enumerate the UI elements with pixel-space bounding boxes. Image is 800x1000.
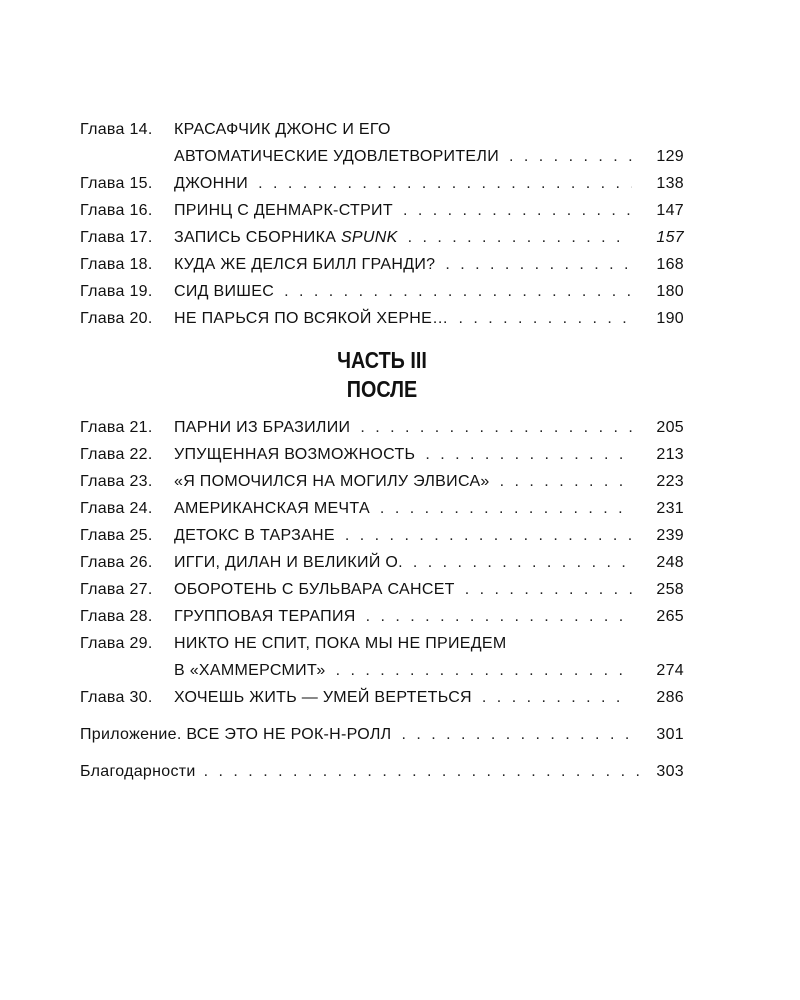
entry-title: [174, 305, 448, 332]
entry-title-text: ДЖОННИ: [174, 175, 249, 192]
dot-leader: [425, 441, 632, 468]
entry-title-text: ОБОРОТЕНЬ С БУЛЬВАРА САНСЕТ: [174, 581, 455, 598]
entry-page: 265: [656, 608, 684, 625]
dot-leader: [445, 251, 632, 278]
dot-leader: [336, 657, 632, 684]
entry-page: 180: [656, 283, 684, 300]
entry-title: В «ХАММЕРСМИТ»: [174, 662, 326, 679]
entry-title-line1: НИКТО НЕ СПИТ, ПОКА МЫ НЕ ПРИЕДЕМ: [174, 635, 507, 652]
dot-leader: [345, 522, 632, 549]
toc-entry[interactable]: [80, 441, 684, 468]
toc-entry[interactable]: [80, 224, 684, 251]
dot-leader: [408, 224, 632, 251]
dot-leader: [465, 576, 632, 603]
entry-title: [174, 251, 435, 278]
entry-title-text: ЗАПИСЬ СБОРНИКА: [174, 229, 341, 246]
toc-entry[interactable]: [80, 197, 684, 224]
entry-page: 258: [656, 581, 684, 598]
toc-entry[interactable]: [80, 549, 684, 576]
entry-page: 223: [656, 473, 684, 490]
entry-title: ВСЕ ЭТО НЕ РОК-Н-РОЛЛ: [186, 726, 392, 743]
entry-title-line1: КРАСАФЧИК ДЖОНС И ЕГО: [174, 121, 391, 138]
entry-page: 301: [656, 726, 684, 743]
entry-label: Глава 28.: [80, 608, 153, 625]
part-heading: [122, 346, 641, 404]
entry-page: 303: [656, 763, 684, 780]
toc-entry-acknowledgements[interactable]: [80, 758, 684, 785]
entry-label: Глава 14.: [80, 121, 153, 138]
entry-title: [174, 576, 455, 603]
entry-page: 231: [656, 500, 684, 517]
entry-title-text: НЕ ПАРЬСЯ ПО ВСЯКОЙ ХЕРНЕ…: [174, 310, 449, 327]
entry-title: [174, 684, 472, 711]
entry-label: Глава 16.: [80, 202, 153, 219]
entry-label: Глава 23.: [80, 473, 153, 490]
entry-title-italic: SPUNK: [340, 229, 398, 246]
entry-title-text: ГРУППОВАЯ ТЕРАПИЯ: [174, 608, 356, 625]
entry-page: 129: [656, 148, 684, 165]
entry-page: 274: [656, 662, 684, 679]
entry-title-text: АМЕРИКАНСКАЯ МЕЧТА: [174, 500, 370, 517]
entry-label: Глава 25.: [80, 527, 153, 544]
entry-page: 147: [656, 202, 684, 219]
entry-title-text: ПРИНЦ С ДЕНМАРК-СТРИТ: [174, 202, 393, 219]
entry-page: 213: [656, 446, 684, 463]
toc-entry[interactable]: [80, 684, 684, 711]
entry-label: Глава 19.: [80, 283, 153, 300]
part-title: ПОСЛЕ: [346, 376, 418, 402]
entry-page: 205: [656, 419, 684, 436]
toc-entry[interactable]: [80, 305, 684, 332]
entry-title: [174, 197, 393, 224]
table-of-contents: [80, 116, 684, 785]
entry-title-text: ИГГИ, ДИЛАН И ВЕЛИКИЙ О.: [174, 554, 403, 571]
entry-label: Глава 15.: [80, 175, 153, 192]
entry-title: [174, 170, 248, 197]
dot-leader: [380, 495, 632, 522]
toc-entry[interactable]: [80, 170, 684, 197]
entry-title-text: ХОЧЕШЬ ЖИТЬ — УМЕЙ ВЕРТЕТЬСЯ: [174, 689, 472, 706]
toc-entry[interactable]: [80, 576, 684, 603]
toc-entry[interactable]: [80, 278, 684, 305]
dot-leader: [500, 468, 632, 495]
entry-label: Глава 26.: [80, 554, 153, 571]
toc-entry-first-line[interactable]: [80, 116, 684, 143]
entry-label: Глава 21.: [80, 419, 153, 436]
entry-label: Глава 20.: [80, 310, 153, 327]
entry-title: [174, 278, 274, 305]
entry-title-text: КУДА ЖЕ ДЕЛСЯ БИЛЛ ГРАНДИ?: [174, 256, 436, 273]
toc-section-before: [80, 116, 684, 332]
dot-leader: [413, 549, 632, 576]
dot-leader: [482, 684, 632, 711]
toc-entry[interactable]: [80, 251, 684, 278]
entry-title: АВТОМАТИЧЕСКИЕ УДОВЛЕТВОРИТЕЛИ: [174, 148, 499, 165]
dot-leader: [366, 603, 632, 630]
entry-title: [174, 549, 403, 576]
toc-entry[interactable]: [80, 143, 684, 170]
entry-page: 248: [656, 554, 684, 571]
entry-page: 286: [656, 689, 684, 706]
entry-title: [174, 224, 398, 251]
entry-title: [174, 522, 335, 549]
entry-label: Глава 24.: [80, 500, 153, 517]
entry-title: [174, 495, 370, 522]
toc-entry[interactable]: [80, 603, 684, 630]
entry-title-text: ДЕТОКС В ТАРЗАНЕ: [174, 527, 335, 544]
dot-leader: [401, 721, 632, 748]
entry-title: [174, 603, 356, 630]
dot-leader: [458, 305, 632, 332]
entry-title-text: ПАРНИ ИЗ БРАЗИЛИИ: [174, 419, 351, 436]
dot-leader: [258, 170, 632, 197]
dot-leader: [360, 414, 632, 441]
entry-title: [174, 441, 415, 468]
dot-leader: [403, 197, 632, 224]
dot-leader: [509, 143, 632, 170]
part-number: ЧАСТЬ III: [337, 347, 427, 373]
dot-leader: [284, 278, 632, 305]
entry-page: 168: [656, 256, 684, 273]
entry-title-text: СИД ВИШЕС: [174, 283, 275, 300]
entry-label: Глава 22.: [80, 446, 153, 463]
dot-leader: [204, 758, 648, 785]
entry-label: Приложение.: [80, 726, 182, 743]
toc-entry[interactable]: [80, 414, 684, 441]
entry-label: Глава 17.: [80, 229, 153, 246]
entry-label: Глава 30.: [80, 689, 153, 706]
entry-page: 190: [656, 310, 684, 327]
entry-label: Глава 18.: [80, 256, 153, 273]
entry-page: 239: [656, 527, 684, 544]
toc-entry-appendix[interactable]: [80, 721, 684, 748]
toc-entry-first-line[interactable]: [80, 630, 684, 657]
toc-entry[interactable]: [80, 495, 684, 522]
toc-section-after: [80, 414, 684, 711]
entry-page: 157: [656, 229, 684, 246]
entry-page: 138: [656, 175, 684, 192]
entry-label: Глава 29.: [80, 635, 153, 652]
entry-label: Глава 27.: [80, 581, 153, 598]
toc-entry[interactable]: [80, 468, 684, 495]
entry-title: [174, 414, 350, 441]
entry-title-text: «Я ПОМОЧИЛСЯ НА МОГИЛУ ЭЛВИСА»: [174, 473, 490, 490]
entry-title: Благодарности: [80, 763, 196, 780]
entry-title: [174, 468, 490, 495]
entry-title-text: УПУЩЕННАЯ ВОЗМОЖНОСТЬ: [174, 446, 416, 463]
toc-entry[interactable]: [80, 657, 684, 684]
toc-entry[interactable]: [80, 522, 684, 549]
